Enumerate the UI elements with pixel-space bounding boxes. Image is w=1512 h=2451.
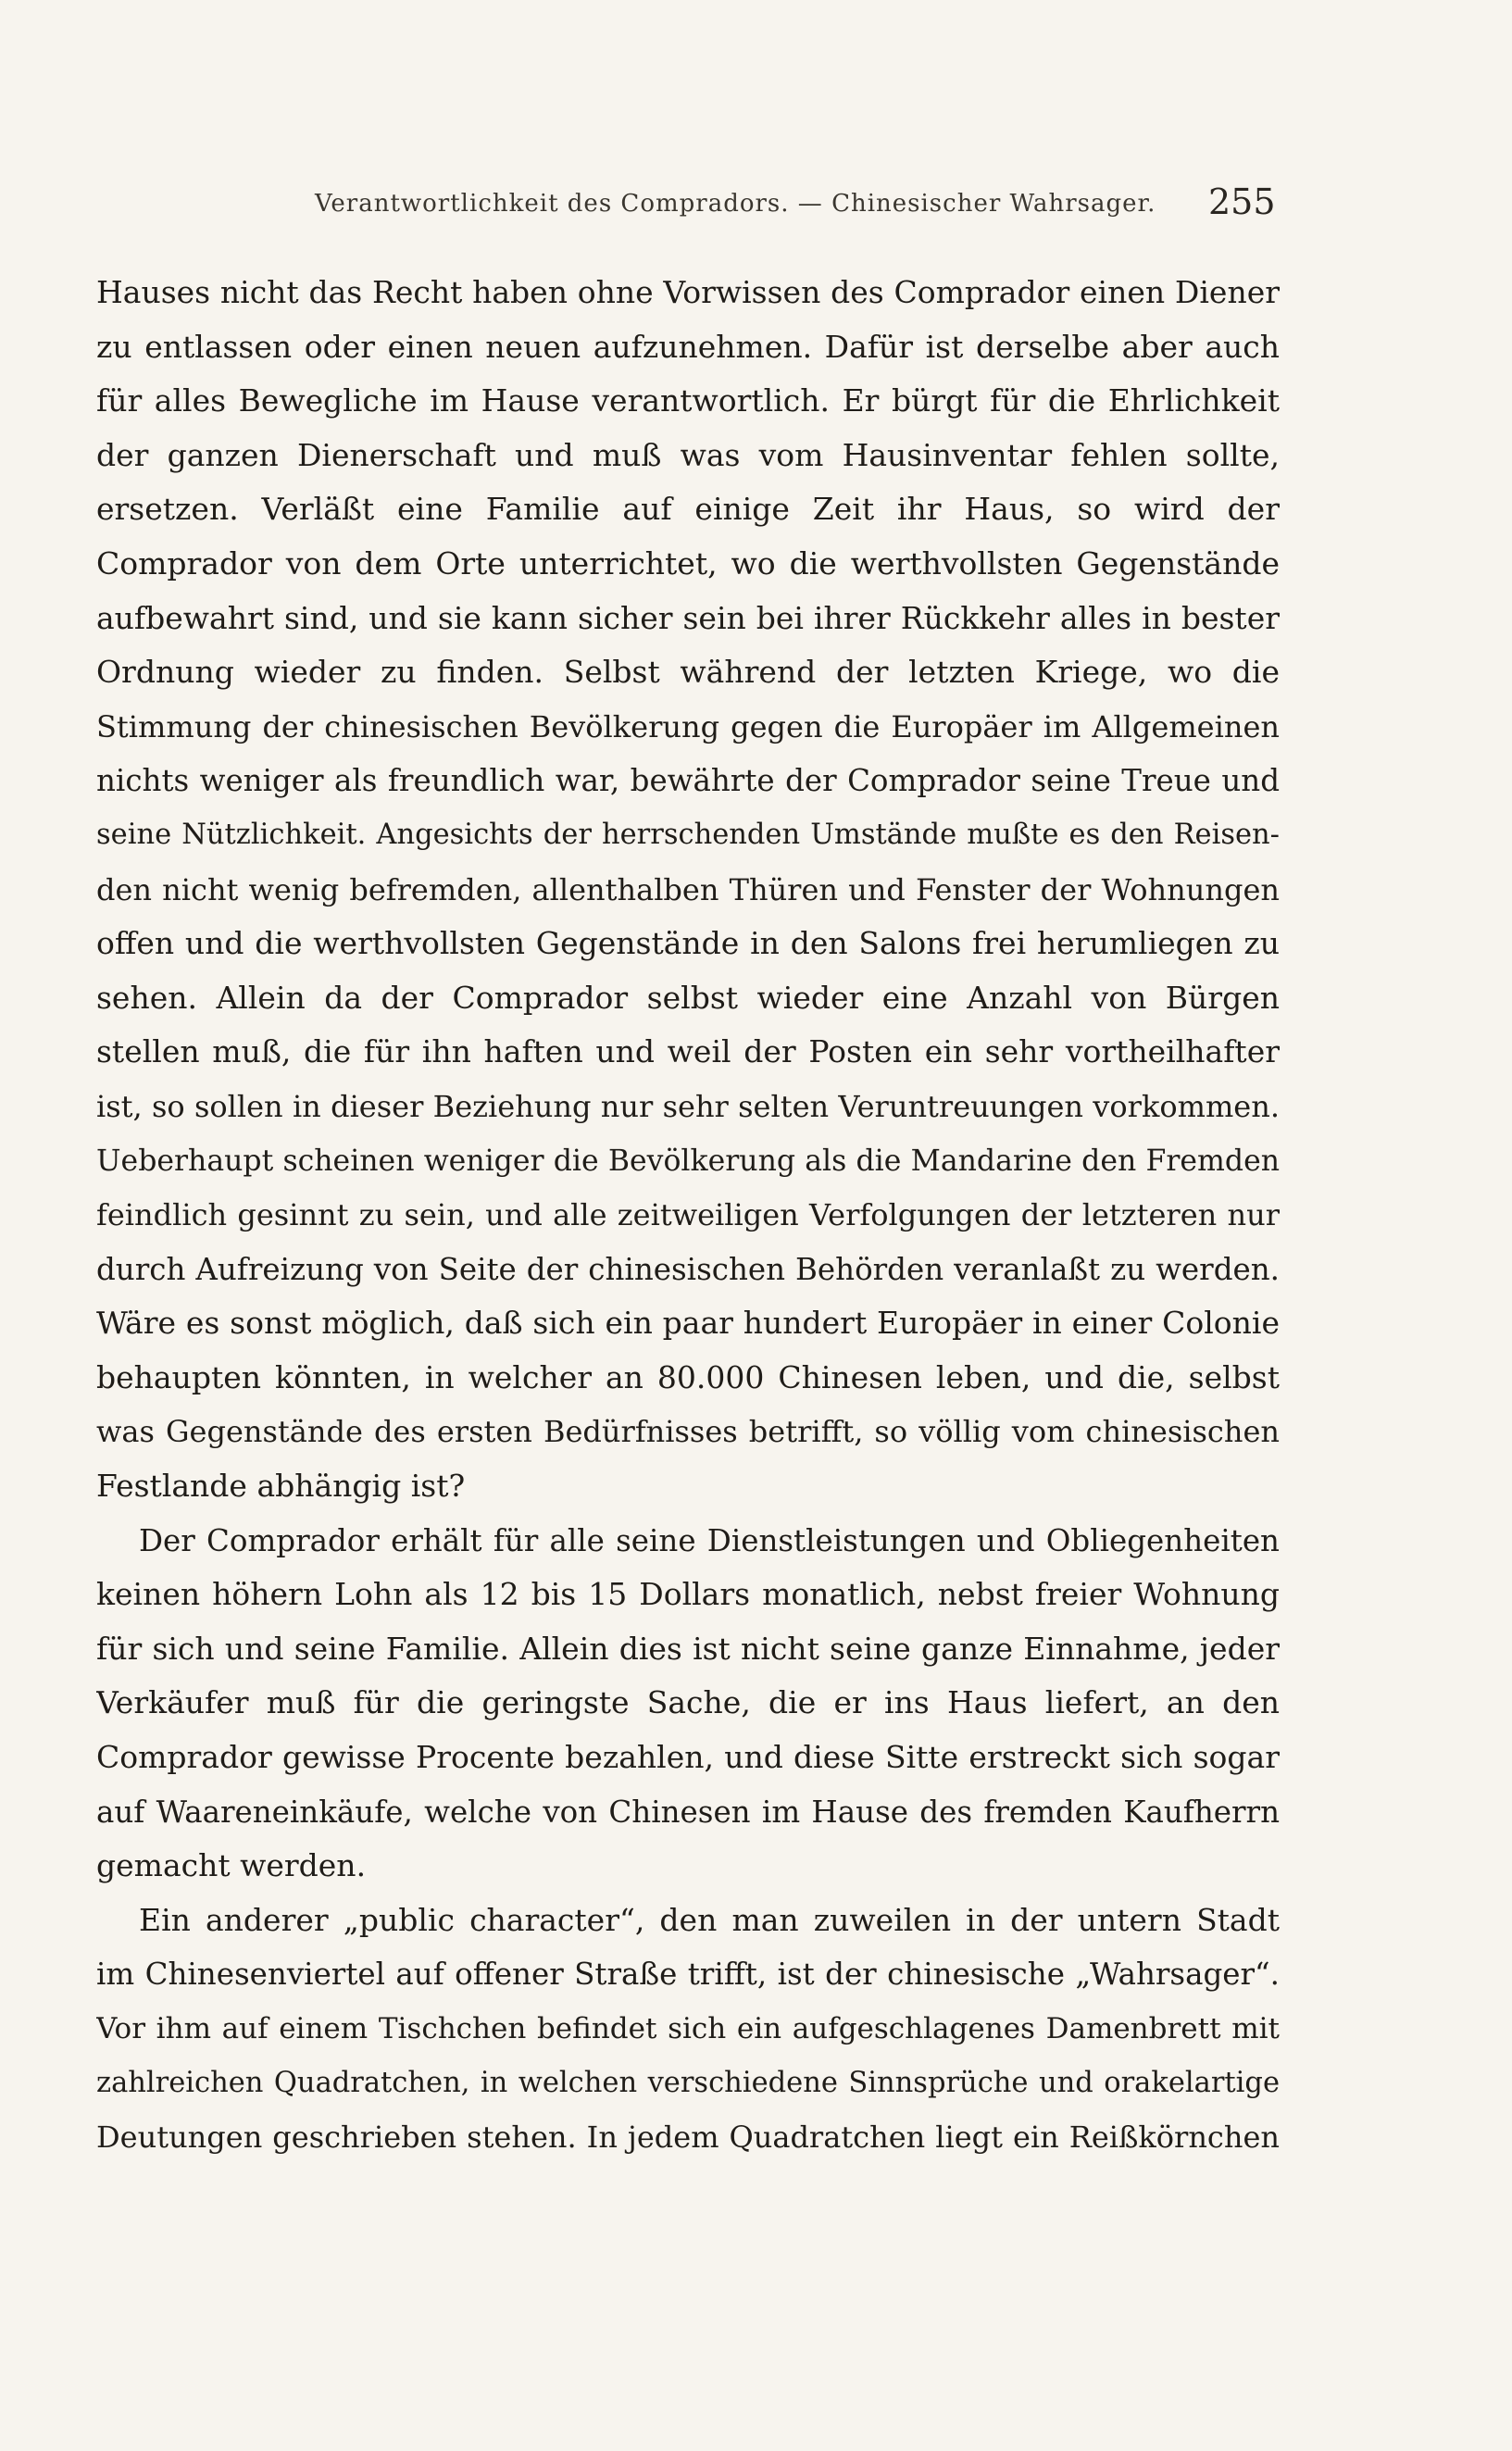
text-line: seine Nützlichkeit. Angesichts der herrschenden Umstände mußte es den Reisen-	[96, 818, 1280, 851]
text-line: Ueberhaupt scheinen weniger die Bevölkerung als die Mandarine den Fremden	[96, 1144, 1280, 1178]
text-line: offen und die werthvollsten Gegenstände in den Salons frei herumliegen zu	[96, 925, 1280, 962]
body-text	[96, 266, 1280, 2165]
text-line: Comprador gewisse Procente bezahlen, und diese Sitte erstreckt sich sogar	[96, 1739, 1280, 1776]
text-line: nichts weniger als freundlich war, bewährte der Comprador seine Treue und	[96, 763, 1280, 799]
text-line: Ein anderer „public character“, den man zuweilen in der untern Stadt	[139, 1901, 1280, 1938]
text-line: auf Waareneinkäufe, welche von Chinesen im Hause des fremden Kaufherrn	[96, 1794, 1280, 1830]
text-line: ersetzen. Verläßt eine Familie auf einige Zeit ihr Haus, so wird der	[96, 491, 1280, 528]
text-line: Vor ihm auf einem Tischchen befindet sich ein aufgeschlagenes Damenbrett mit	[96, 2012, 1280, 2045]
text-line: ist, so sollen in dieser Beziehung nur sehr selten Veruntreuungen vorkommen.	[96, 1088, 1280, 1124]
text-line: den nicht wenig befremden, allenthalben Thüren und Fenster der Wohnungen	[96, 871, 1280, 907]
text-line: Verkäufer muß für die geringste Sache, die er ins Haus liefert, an den	[96, 1684, 1280, 1721]
text-line: zu entlassen oder einen neuen aufzunehmen. Dafür ist derselbe aber auch	[96, 328, 1280, 365]
text-line: Wäre es sonst möglich, daß sich ein paar hundert Europäer in einer Colonie	[96, 1305, 1280, 1342]
text-line: keinen höhern Lohn als 12 bis 15 Dollars monatlich, nebst freier Wohnung	[96, 1576, 1280, 1613]
text-line: stellen muß, die für ihn haften und weil der Posten ein sehr vortheilhafter	[96, 1033, 1280, 1070]
text-line: behaupten könnten, in welcher an 80.000 Chinesen leben, und die, selbst	[96, 1358, 1280, 1395]
text-line: Comprador von dem Orte unterrichtet, wo die werthvollsten Gegenstände	[96, 544, 1280, 581]
text-line: Der Comprador erhält für alle seine Dienstleistungen und Obliegenheiten	[139, 1522, 1280, 1558]
text-line: Ordnung wieder zu finden. Selbst während der letzten Kriege, wo die	[96, 654, 1280, 691]
text-line: feindlich gesinnt zu sein, und alle zeitweiligen Verfolgungen der letzteren nur	[96, 1197, 1280, 1233]
running-head: Verantwortlichkeit des Compradors. — Chinesischer Wahrsager.	[315, 190, 1156, 218]
text-line: sehen. Allein da der Comprador selbst wieder eine Anzahl von Bürgen	[96, 979, 1280, 1016]
text-line: gemacht werden.	[96, 1847, 367, 1884]
text-line: für alles Bewegliche im Hause verantwortlich. Er bürgt für die Ehrlichkeit	[96, 382, 1280, 419]
text-line: Hauses nicht das Recht haben ohne Vorwissen des Comprador einen Diener	[96, 274, 1280, 310]
text-line: Stimmung der chinesischen Bevölkerung gegen die Europäer im Allgemeinen	[96, 708, 1280, 744]
text-line: durch Aufreizung von Seite der chinesischen Behörden veranlaßt zu werden.	[96, 1251, 1280, 1287]
text-line: der ganzen Dienerschaft und muß was vom Hausinventar fehlen sollte,	[96, 436, 1280, 473]
text-line: Festlande abhängig ist?	[96, 1468, 466, 1505]
page-number: 255	[1208, 181, 1276, 222]
text-line: im Chinesenviertel auf offener Straße trifft, ist der chinesische „Wahrsager“.	[96, 1957, 1280, 1993]
text-line: für sich und seine Familie. Allein dies ist nicht seine ganze Einnahme, jeder	[96, 1630, 1280, 1667]
text-line: Deutungen geschrieben stehen. In jedem Quadratchen liegt ein Reißkörnchen	[96, 2120, 1280, 2156]
text-line: aufbewahrt sind, und sie kann sicher sein bei ihrer Rückkehr alles in bester	[96, 599, 1280, 636]
text-line: was Gegenstände des ersten Bedürfnisses betrifft, so völlig vom chinesischen	[96, 1414, 1280, 1450]
text-line: zahlreichen Quadratchen, in welchen verschiedene Sinnsprüche und orakelartige	[96, 2066, 1280, 2099]
